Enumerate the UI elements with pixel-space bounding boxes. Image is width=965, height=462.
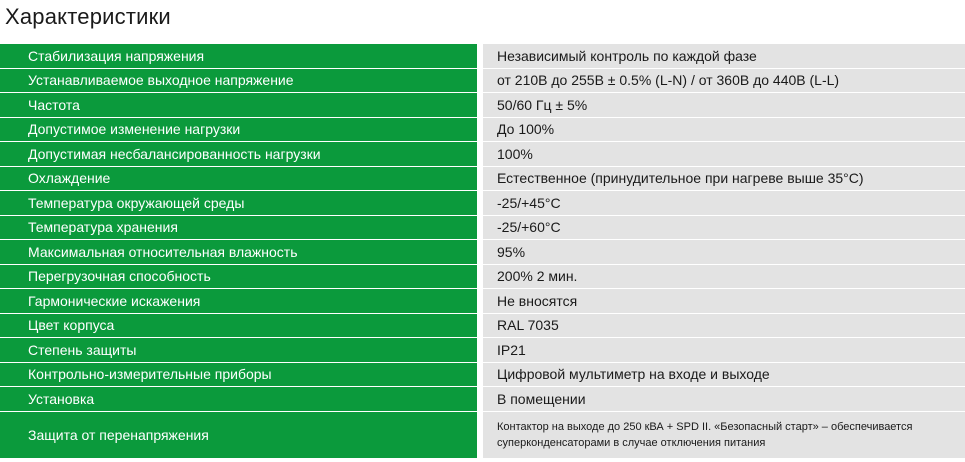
row-label: Контрольно-измерительные приборы <box>0 363 477 387</box>
row-value: 100% <box>483 142 965 166</box>
table-row <box>0 387 965 411</box>
row-value: Независимый контроль по каждой фазе <box>483 44 965 68</box>
row-value: Контактор на выходе до 250 кВА + SPD II. «Безопасный старт» – обеспечивается суперконденсаторами в случае отключения питания <box>483 412 965 458</box>
row-label: Степень защиты <box>0 338 477 362</box>
row-value: Не вносятся <box>483 289 965 313</box>
table-row <box>0 314 965 338</box>
table-row <box>0 93 965 117</box>
row-label: Защита от перенапряжения <box>0 412 477 458</box>
table-row <box>0 44 965 68</box>
row-label: Максимальная относительная влажность <box>0 240 477 264</box>
row-value: от 210В до 255В ± 0.5% (L-N) / от 360В до 440В (L-L) <box>483 69 965 93</box>
row-label: Температура окружающей среды <box>0 191 477 215</box>
row-value: Естественное (принудительное при нагреве выше 35°C) <box>483 167 965 191</box>
row-value: -25/+45°C <box>483 191 965 215</box>
row-label: Температура хранения <box>0 216 477 240</box>
row-value: 200% 2 мин. <box>483 265 965 289</box>
specs-table <box>0 44 965 459</box>
row-label: Гармонические искажения <box>0 289 477 313</box>
row-label: Охлаждение <box>0 167 477 191</box>
table-row <box>0 412 965 458</box>
table-row <box>0 142 965 166</box>
row-value: IP21 <box>483 338 965 362</box>
row-value: -25/+60°C <box>483 216 965 240</box>
table-row <box>0 289 965 313</box>
table-row <box>0 191 965 215</box>
table-row <box>0 167 965 191</box>
row-value: RAL 7035 <box>483 314 965 338</box>
row-value: До 100% <box>483 118 965 142</box>
row-label: Частота <box>0 93 477 117</box>
row-label: Цвет корпуса <box>0 314 477 338</box>
table-row <box>0 216 965 240</box>
page-title: Характеристики <box>5 4 171 29</box>
table-row <box>0 69 965 93</box>
table-row <box>0 265 965 289</box>
table-row <box>0 363 965 387</box>
row-value: 95% <box>483 240 965 264</box>
row-label: Допустимое изменение нагрузки <box>0 118 477 142</box>
row-label: Стабилизация напряжения <box>0 44 477 68</box>
row-label: Допустимая несбалансированность нагрузки <box>0 142 477 166</box>
table-row <box>0 118 965 142</box>
row-value: Цифровой мультиметр на входе и выходе <box>483 363 965 387</box>
table-row <box>0 338 965 362</box>
row-label: Установка <box>0 387 477 411</box>
row-value: 50/60 Гц ± 5% <box>483 93 965 117</box>
row-label: Устанавливаемое выходное напряжение <box>0 69 477 93</box>
row-label: Перегрузочная способность <box>0 265 477 289</box>
table-row <box>0 240 965 264</box>
row-value: В помещении <box>483 387 965 411</box>
